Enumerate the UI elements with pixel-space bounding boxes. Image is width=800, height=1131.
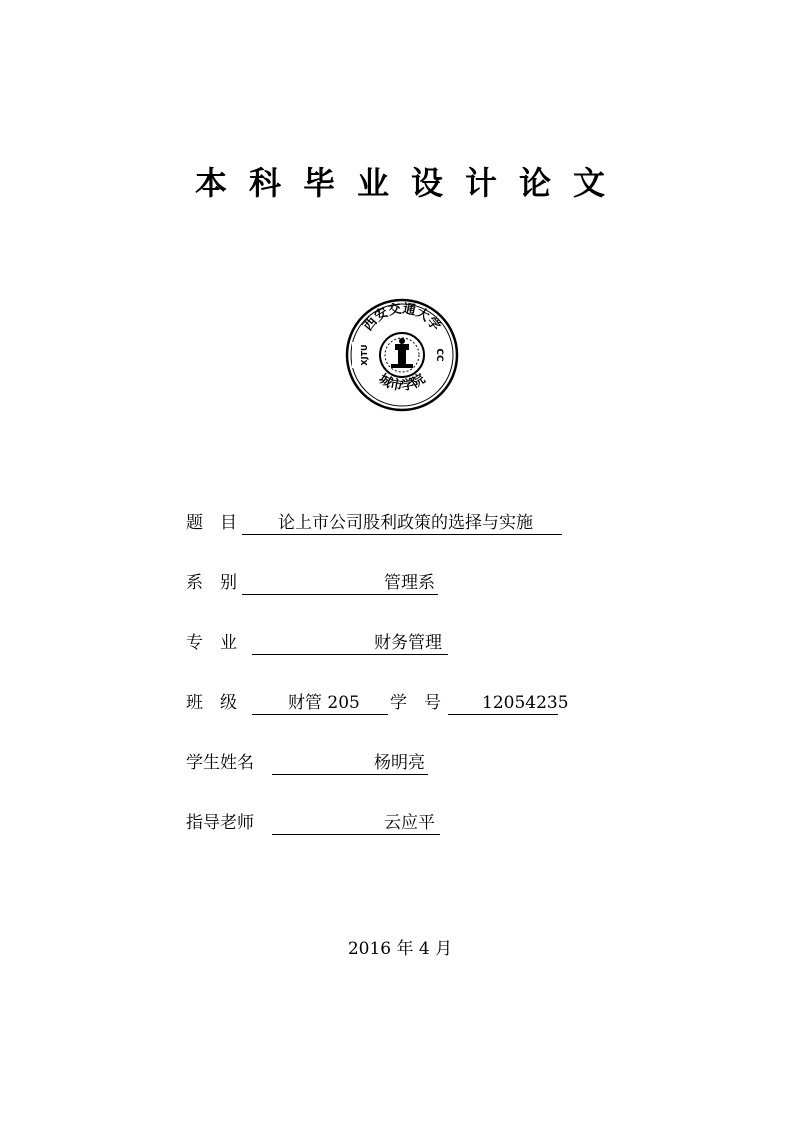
seal-bottom-text: 城市学院 (375, 371, 429, 395)
seal-right-text: CC (434, 348, 444, 362)
submission-date: 2016 年 4 月 (347, 939, 453, 959)
department-label: 系 别 (186, 573, 237, 593)
advisor-label: 指导老师 (186, 813, 254, 833)
seal-emblem-icon (391, 338, 413, 368)
student-name-value: 杨明亮 (374, 753, 425, 773)
class-value: 财管 205 (288, 693, 360, 713)
topic-label: 题 目 (186, 513, 237, 533)
class-label: 班 级 (186, 693, 237, 713)
department-value: 管理系 (384, 573, 435, 593)
advisor-value: 云应平 (384, 813, 435, 833)
major-value: 财务管理 (374, 633, 442, 653)
student-name-label: 学生姓名 (186, 753, 254, 773)
document-title: 本科毕业设计论文 (194, 164, 627, 202)
student-id-value: 12054235 (482, 693, 569, 713)
topic-value: 论上市公司股利政策的选择与实施 (278, 513, 533, 533)
major-label: 专 业 (186, 633, 237, 653)
seal-left-text: XJTU (360, 344, 369, 366)
seal-top-text: 西安交通大学 (360, 301, 444, 335)
student-id-label: 学 号 (390, 693, 441, 713)
school-seal-logo (345, 298, 459, 412)
